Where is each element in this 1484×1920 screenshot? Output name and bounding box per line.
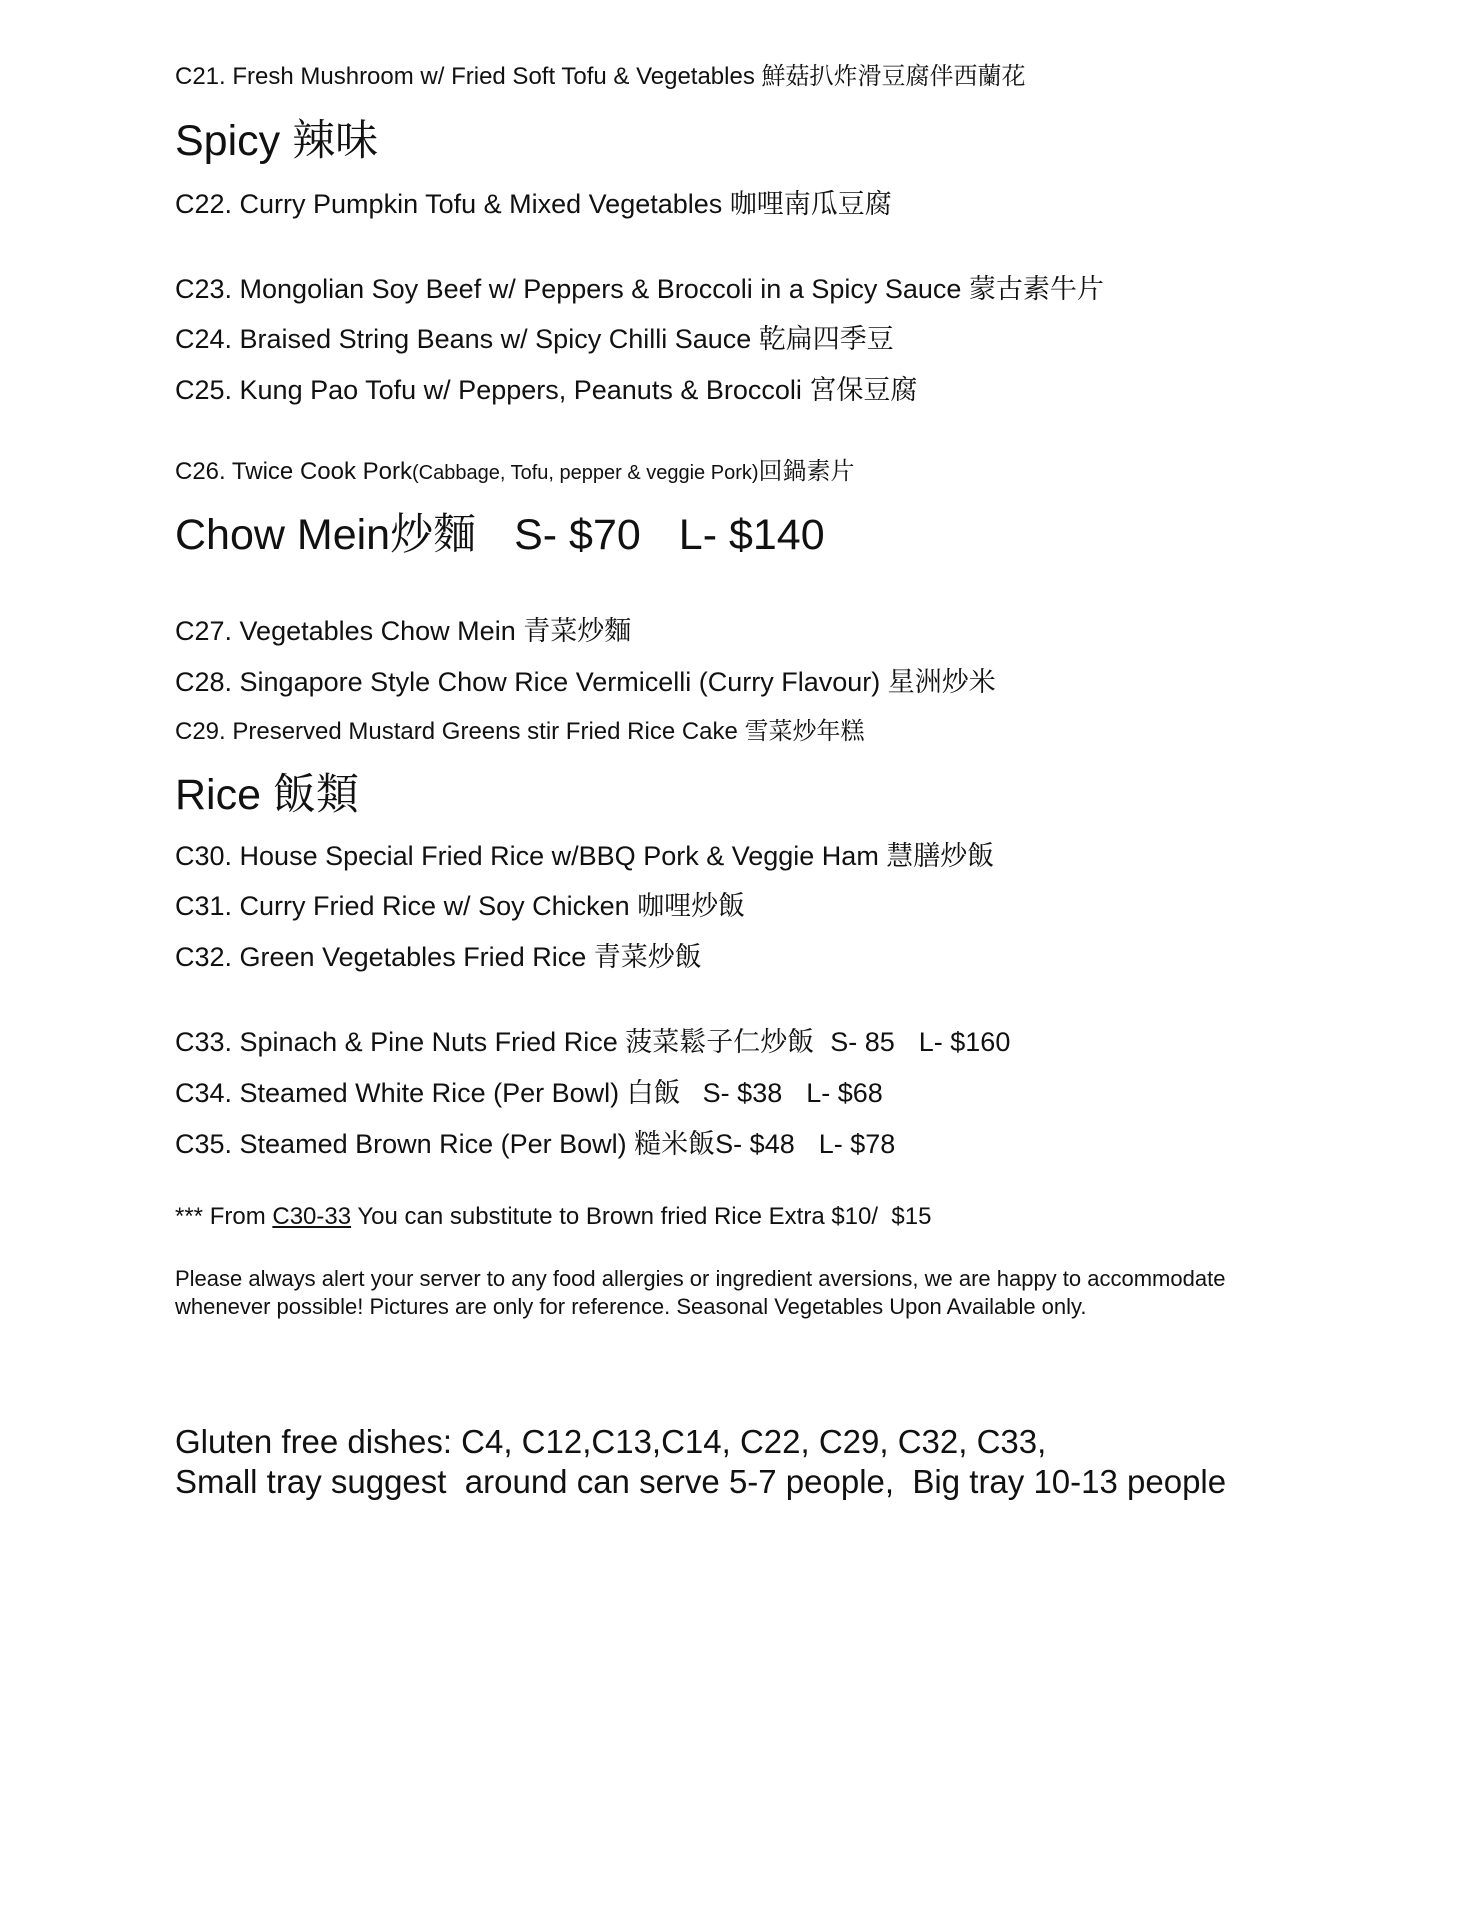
menu-item-c26 [175, 460, 855, 484]
allergy-notice: Please always alert your server to any food allergies or ingredient aversions, we are happy to accommodate whenever possible! Pictures are only for reference. Seasonal Vegetables Upon Available only. [175, 1266, 1226, 1319]
chow-mein-large-price: L- $140 [678, 511, 825, 559]
substitution-note-prefix: *** From [175, 1203, 273, 1230]
chow-mein-title: Chow Mein炒麵 [175, 511, 477, 559]
menu-item-c35 [175, 1131, 895, 1158]
chow-mein-small-price: S- $70 [514, 511, 641, 559]
menu-item-c34 [175, 1080, 883, 1107]
gluten-free-dishes: Gluten free dishes: C4, C12,C13,C14, C22, C29, C32, C33, [175, 1423, 1047, 1460]
menu-item-c24: C24. Braised String Beans w/ Spicy Chilli Sauce 乾扁四季豆 [175, 324, 894, 354]
menu-item-c33-name: C33. Spinach & Pine Nuts Fried Rice 菠菜鬆子仁炒飯 [175, 1027, 815, 1057]
menu-item-c21: C21. Fresh Mushroom w/ Fried Soft Tofu & Vegetables 鮮菇扒炸滑豆腐伴西蘭花 [175, 63, 1026, 90]
menu-item-c34-small-price: S- $38 [702, 1078, 783, 1108]
menu-item-c25: C25. Kung Pao Tofu w/ Peppers, Peanuts & Broccoli 宮保豆腐 [175, 375, 918, 405]
substitution-note-suffix: You can substitute to Brown fried Rice Extra $10/ $15 [351, 1203, 932, 1230]
menu-item-c22: C22. Curry Pumpkin Tofu & Mixed Vegetables 咖哩南瓜豆腐 [175, 189, 892, 219]
section-heading-spicy: Spicy 辣味 [175, 117, 379, 165]
menu-item-c33-small-price: S- 85 [830, 1027, 895, 1057]
menu-item-c26-name: C26. Twice Cook Pork [175, 458, 412, 485]
menu-item-c33 [175, 1029, 1010, 1056]
menu-item-c29: C29. Preserved Mustard Greens stir Fried Rice Cake 雪菜炒年糕 [175, 718, 865, 745]
menu-item-c33-large-price: L- $160 [918, 1027, 1011, 1057]
section-heading-rice: Rice 飯類 [175, 771, 359, 819]
brown-rice-substitution-note [175, 1205, 931, 1229]
substitution-note-range: C30-33 [272, 1203, 352, 1230]
menu-item-c35-large-price: L- $78 [818, 1129, 896, 1159]
menu-item-c26-chinese: 回鍋素片 [758, 458, 855, 485]
menu-item-c34-large-price: L- $68 [806, 1078, 883, 1108]
tray-size-suggestion: Small tray suggest around can serve 5-7 people, Big tray 10-13 people [175, 1463, 1227, 1500]
menu-item-c30: C30. House Special Fried Rice w/BBQ Pork & Veggie Ham 慧膳炒飯 [175, 841, 995, 871]
menu-item-c35-name: C35. Steamed Brown Rice (Per Bowl) 糙米飯 [175, 1129, 716, 1159]
menu-item-c32: C32. Green Vegetables Fried Rice 青菜炒飯 [175, 942, 702, 972]
menu-item-c26-detail: (Cabbage, Tofu, pepper & veggie Pork) [412, 462, 759, 484]
menu-item-c34-name: C34. Steamed White Rice (Per Bowl) 白飯 [175, 1078, 681, 1108]
menu-item-c27: C27. Vegetables Chow Mein 青菜炒麵 [175, 616, 632, 646]
menu-item-c28: C28. Singapore Style Chow Rice Vermicelli (Curry Flavour) 星洲炒米 [175, 667, 996, 697]
menu-item-c35-small-price: S- $48 [715, 1129, 795, 1159]
menu-item-c31: C31. Curry Fried Rice w/ Soy Chicken 咖哩炒飯 [175, 891, 746, 921]
menu-item-c23: C23. Mongolian Soy Beef w/ Peppers & Broccoli in a Spicy Sauce 蒙古素牛片 [175, 274, 1104, 304]
section-heading-chow-mein [175, 511, 825, 559]
